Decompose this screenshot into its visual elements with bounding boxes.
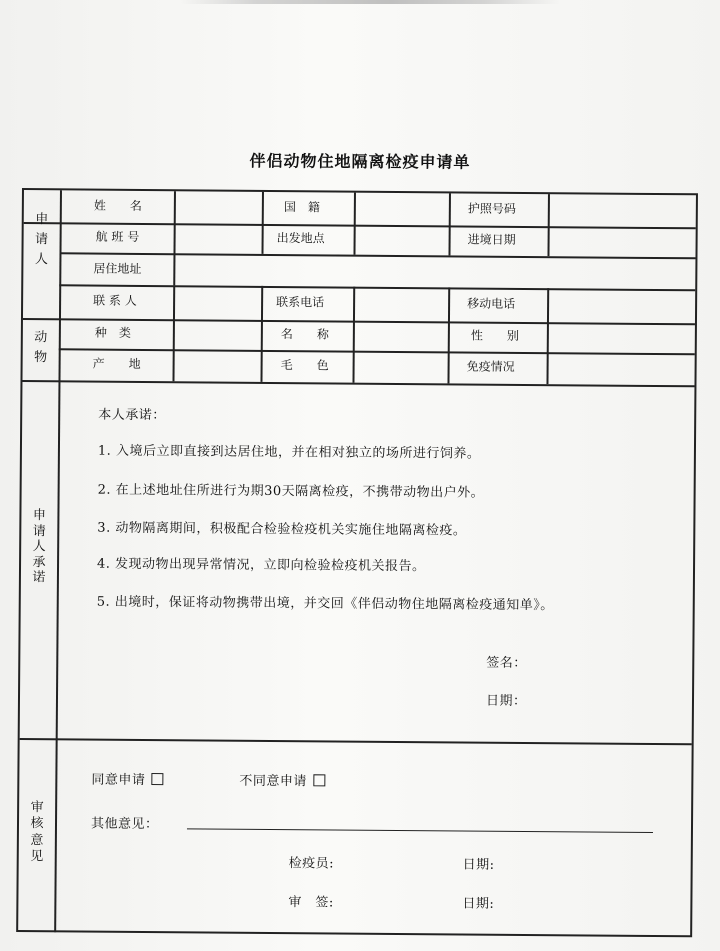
- inspector-label: 检疫员:: [288, 856, 335, 872]
- departure-label: 出发地点: [276, 231, 325, 246]
- approver-label: 审 签:: [288, 895, 334, 911]
- commitment-item-2: 2. 在上述地址住所进行为期30天隔离检疫，不携带动物出户外。: [97, 482, 485, 501]
- form-title: 伴侣动物住地隔离检疫申请单: [249, 151, 471, 172]
- origin-label: 产 地: [92, 356, 141, 371]
- coat-color-label: 毛 色: [280, 358, 329, 373]
- name-label: 姓 名: [93, 198, 142, 213]
- page-top-shadow: [180, 0, 560, 4]
- agree-option[interactable]: [91, 769, 163, 789]
- commitment-item-1: 1. 入境后立即直接到达居住地，并在相对独立的场所进行饲养。: [97, 443, 481, 462]
- commitment-item-4: 4. 发现动物出现异常情况，立即向检验检疫机关报告。: [96, 556, 426, 575]
- section-applicant: 申 请 人: [34, 212, 49, 268]
- section-animal: 动 物: [34, 330, 48, 365]
- mobile-label: 移动电话: [467, 296, 516, 311]
- address-label: 居住地址: [93, 261, 142, 276]
- flight-label: 航 班 号: [95, 229, 140, 244]
- passport-label: 护照号码: [467, 201, 516, 216]
- commitment-item-5: 5. 出境时，保证将动物携带出境，并交回《伴侣动物住地隔离检疫通知单》。: [96, 594, 554, 614]
- species-label: 种 类: [94, 325, 131, 340]
- nationality-label: 国 籍: [283, 200, 320, 215]
- disagree-label: 不同意申请: [239, 773, 307, 790]
- other-opinion-line[interactable]: [187, 828, 653, 833]
- section-commitment: 申 请 人 承 诺: [32, 508, 46, 586]
- other-opinion-label: 其他意见：: [90, 816, 159, 833]
- inspector-date-label: 日期:: [462, 857, 495, 873]
- disagree-option[interactable]: [239, 770, 325, 790]
- commitment-item-3: 3. 动物隔离期间，积极配合检验检疫机关实施住地隔离检疫。: [97, 520, 467, 539]
- disagree-checkbox[interactable]: [313, 774, 325, 786]
- entry-date-label: 进境日期: [467, 232, 516, 247]
- commitment-intro: 本人承诺：: [98, 407, 166, 424]
- application-form-table: [16, 188, 698, 937]
- contact-label: 联 系 人: [93, 293, 137, 308]
- agree-checkbox[interactable]: [151, 773, 163, 785]
- animal-name-label: 名 称: [280, 327, 329, 342]
- agree-label: 同意申请: [91, 772, 146, 788]
- commitment-date-label: 日期：: [485, 693, 527, 709]
- phone-label: 联系电话: [276, 294, 325, 310]
- approver-date-label: 日期:: [462, 896, 495, 912]
- vaccination-label: 免疫情况: [466, 359, 515, 374]
- sex-label: 性 别: [470, 328, 519, 343]
- signature-label: 签名：: [486, 655, 527, 671]
- section-review: 审 核 意 见: [30, 800, 44, 864]
